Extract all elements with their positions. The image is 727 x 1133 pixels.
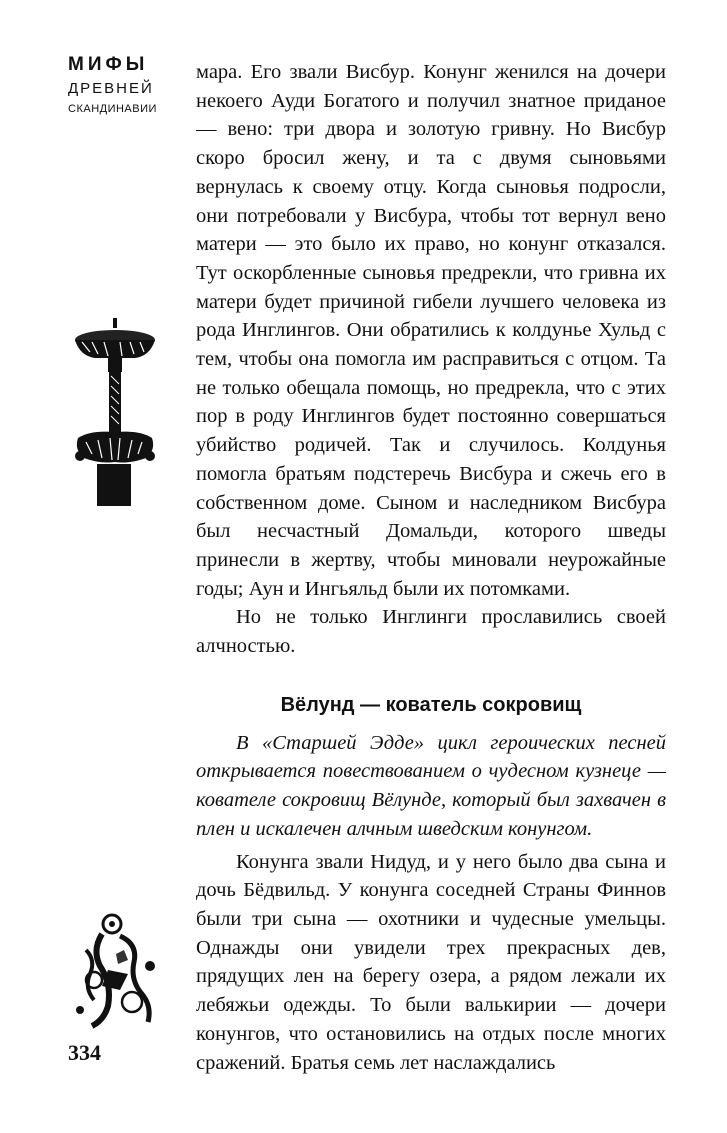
header-line-2: ДРЕВНЕЙ xyxy=(68,80,154,97)
body-paragraph-3: Конунга звали Нидуд, и у него было два сына и дочь Бёдвильд. У конунга соседней Страны Финнов были три сына — охотники и чудесные умельцы. Однажды они увидели трех прекрасных дев, прядущих лен на берегу озера, а рядом лежали их лебяжьи одежды. То были валькирии — дочери конунгов, что остановились на отдых после многих сражений. Братья семь лет наслаждались xyxy=(196,850,666,1074)
decorative-figure-icon xyxy=(72,910,162,1030)
header-line-1: МИФЫ xyxy=(68,54,149,75)
page-number: 334 xyxy=(68,1040,101,1065)
running-header xyxy=(68,52,168,118)
column-ornament-icon xyxy=(70,318,160,508)
section-intro: В «Старшей Эдде» цикл героических песней открывается повествованием о чудесном кузнеце — кователе сокровищ Вёлунде, который был захвачен в плен и искалечен алчным шведским конунгом. xyxy=(196,731,666,840)
body-paragraph-1: мара. Его звали Висбур. Конунг женился на дочери некоего Ауди Богатого и получил знатное приданое — вено: три двора и золотую гривну. Но Висбур скоро бросил жену, и та с двумя сыновьями вернулась к своему отцу. Когда сыновья подросли, они потребовали у Висбура, чтобы тот вернул вено матери — это было их право, но конунг отказался. Тут оскорбленные сыновья предрекли, что гривна их матери будет причиной гибели лучшего человека из рода Инглингов. Они обратились к колдунье Хульд с тем, чтобы она помогла им расправиться с отцом. Та не только обещала помощь, но предрекла, что с этих пор в роду Инглингов будет постоянно совершаться убийство родичей. Так и случилось. Колдунья помогла братьям подстеречь Висбура и сжечь его в собственном доме. Сыном и наследником Висбура был несчастный Домальди, которого шведы принесли в жертву, чтобы миновали неурожайные годы; Аун и Ингьяльд были их потомками. xyxy=(196,61,666,600)
section-heading: Вёлунд — кователь сокровищ xyxy=(280,693,582,716)
body-paragraph-2: Но не только Инглинги прославились своей алчностью. xyxy=(196,606,666,658)
text-column xyxy=(196,58,666,1077)
header-line-3: СКАНДИНАВИИ xyxy=(68,103,157,115)
